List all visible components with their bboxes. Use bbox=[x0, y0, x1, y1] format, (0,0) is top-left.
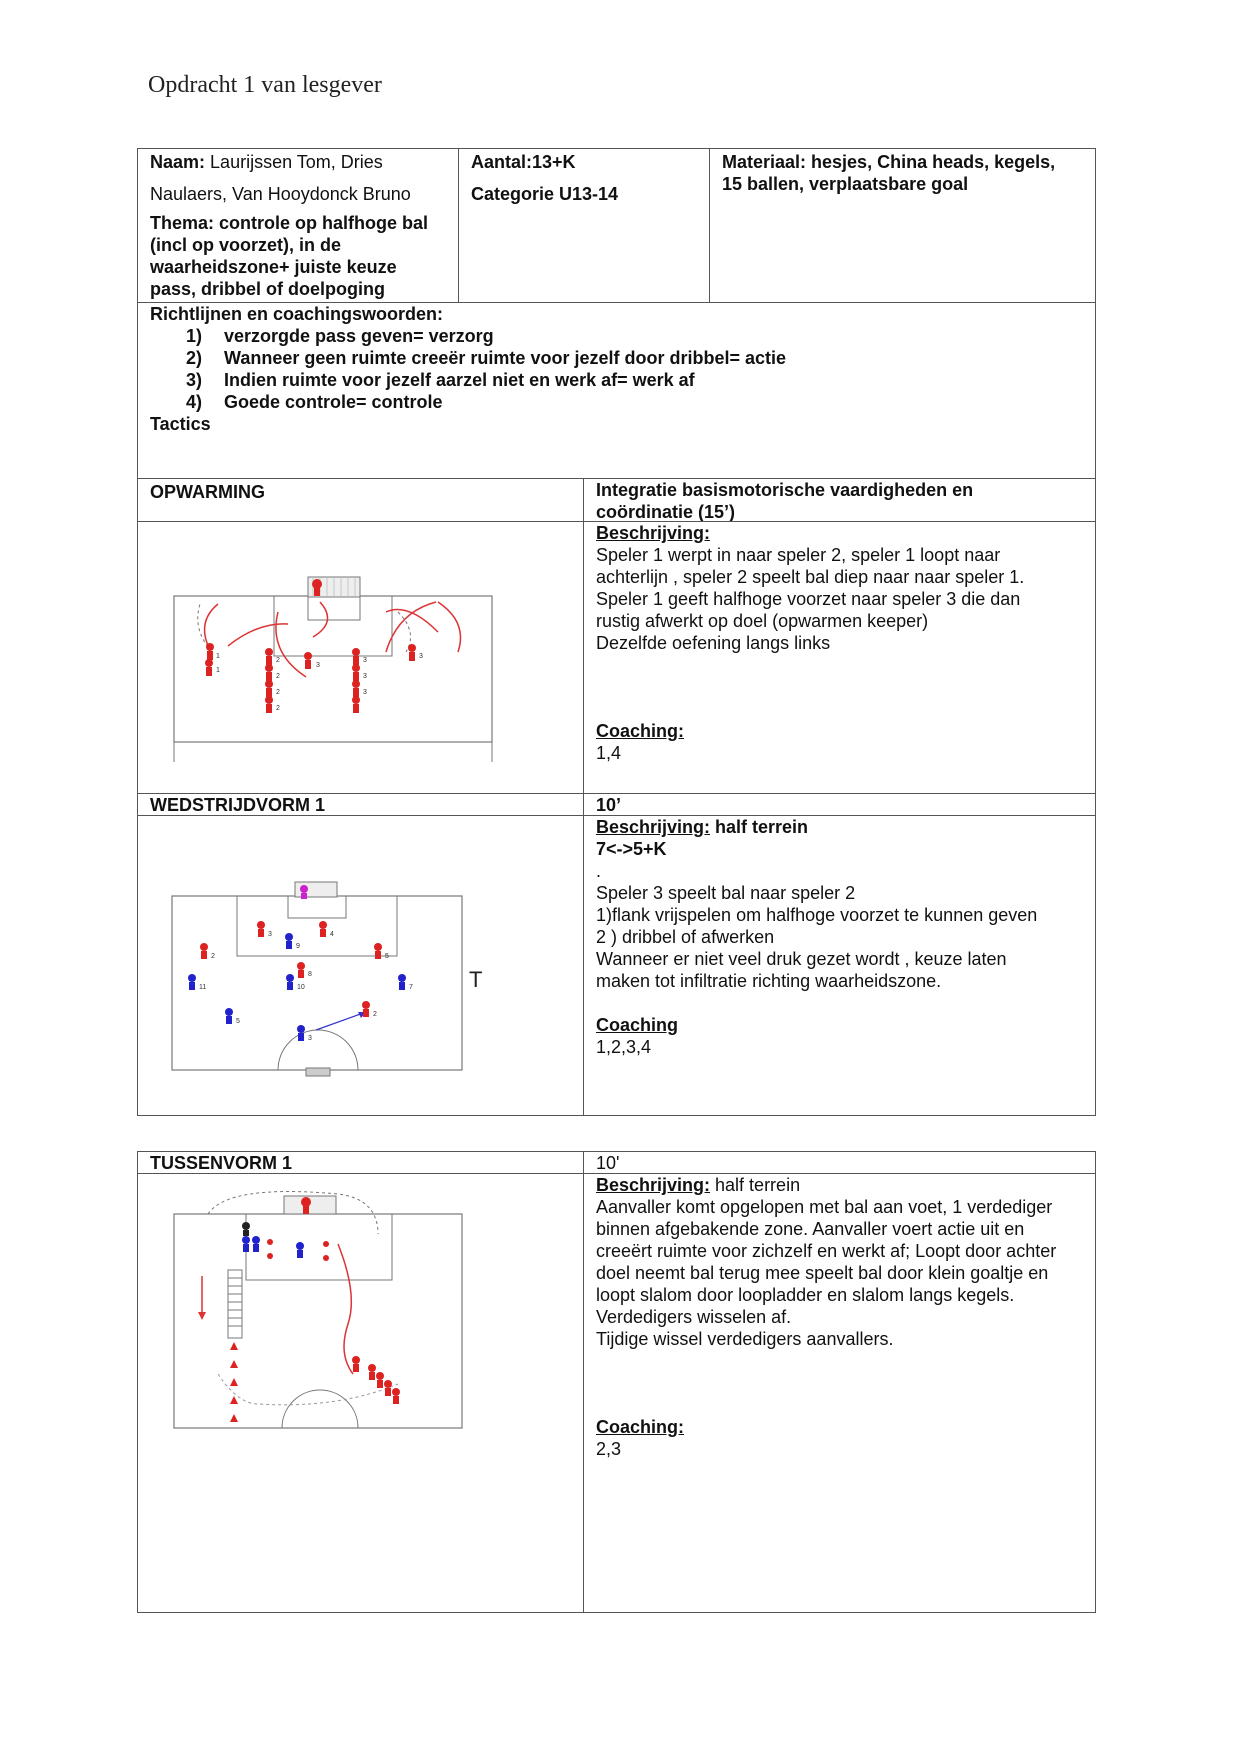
materiaal-line-1: Materiaal: hesjes, China heads, kegels, bbox=[722, 152, 1056, 172]
lesson-sheet bbox=[137, 148, 1096, 1613]
player-label: 3 bbox=[363, 673, 367, 680]
thema-text: Thema: controle op halfhoge bal (incl op voorzet), in de waarheidszone+ juiste keuze pass, dribbel of doelpoging bbox=[150, 213, 429, 299]
naam-line-2: Naulaers, Van Hooydonck Bruno bbox=[150, 184, 411, 204]
guidelines-cell bbox=[137, 302, 1096, 479]
materiaal-line-2: 15 ballen, verplaatsbare goal bbox=[722, 174, 969, 194]
coaching-label: Coaching bbox=[596, 1015, 679, 1035]
coaching-label: Coaching: bbox=[596, 721, 684, 741]
player-label: 3 bbox=[363, 657, 367, 664]
player-label: 8 bbox=[308, 971, 312, 978]
player-label: 2 bbox=[211, 953, 215, 960]
categorie-text: Categorie U13-14 bbox=[471, 184, 619, 204]
player-label: 3 bbox=[308, 1035, 312, 1042]
diagram-letter: T bbox=[469, 967, 483, 992]
guidelines-title: Richtlijnen en coachingswoorden: bbox=[150, 304, 444, 324]
page-title: Opdracht 1 van lesgever bbox=[148, 72, 382, 98]
guideline-item: 3) Indien ruimte voor jezelf aarzel niet en werk af= werk af bbox=[186, 370, 695, 390]
sub-bold: 7<->5+K bbox=[596, 839, 667, 859]
desc-line: Beschrijving: half terrein bbox=[596, 817, 809, 837]
guideline-item: 2) Wanneer geen ruimte creeër ruimte voor jezelf door dribbel= actie bbox=[186, 348, 786, 368]
player-label: 1 bbox=[216, 653, 220, 660]
section-tussenvorm-title: TUSSENVORM 1 bbox=[137, 1151, 584, 1174]
player-label: 3 bbox=[363, 689, 367, 696]
player-label: 4 bbox=[330, 931, 334, 938]
section-opwarming-head: Integratie basismotorische vaardigheden en coördinatie (15’) bbox=[583, 478, 1096, 522]
diagram-tussenvorm bbox=[138, 1174, 583, 1612]
section-opwarming-desc: Beschrijving: Speler 1 werpt in naar speler 2, speler 1 loopt naar achterlijn , speler 2 speelt bal diep naar naar speler 1. Speler 1 geeft halfhoge voorzet naar speler 3 die dan rustig afwerkt op doel (opwarmen keeper) Dezelfde oefening langs links Coaching: 1,4 bbox=[583, 521, 1096, 794]
diagram-tussenvorm-cell bbox=[137, 1173, 584, 1613]
diagram-opwarming bbox=[138, 522, 583, 793]
section-tussenvorm-desc: Beschrijving: half terrein Aanvaller komt opgelopen met bal aan voet, 1 verdediger binnen afgebakende zone. Aanvaller voert actie uit en creeërt ruimte voor zichzelf en werkt af; Loopt door achter doel neemt bal terug mee speelt bal door klein goaltje en loopt slalom door loopladder en slalom langs kegels. Verdedigers wisselen af. Tijdige wissel verdedigers aanvallers. Coaching: 2,3 bbox=[583, 1173, 1096, 1613]
guideline-item: 4) Goede controle= controle bbox=[186, 392, 443, 412]
coaching-value: 1,4 bbox=[596, 743, 622, 763]
section-wedstrijdvorm-head: 10’ bbox=[583, 793, 1096, 816]
player-label: 2 bbox=[276, 673, 280, 680]
section-wedstrijdvorm-desc: Beschrijving: half terrein 7<->5+K . Speler 3 speelt bal naar speler 2 1)flank vrijspelen om halfhoge voorzet te kunnen geven 2 ) dribbel of afwerken Wanneer er niet veel druk gezet wordt , keuze laten maken tot infiltratie richting waarheidszone. Coaching 1,2,3,4 bbox=[583, 815, 1096, 1116]
player-label: 7 bbox=[409, 984, 413, 991]
player-label: 9 bbox=[296, 943, 300, 950]
guideline-item: 1) verzorgde pass geven= verzorg bbox=[186, 326, 494, 346]
player-label: 2 bbox=[276, 705, 280, 712]
player-label: 5 bbox=[385, 953, 389, 960]
naam-cell bbox=[137, 148, 459, 303]
player-label: 11 bbox=[199, 984, 207, 991]
naam-line-1: Naam: Laurijssen Tom, Dries bbox=[150, 152, 383, 172]
player-label: 3 bbox=[268, 931, 272, 938]
aantal-cell bbox=[458, 148, 710, 303]
coaching-label: Coaching: bbox=[596, 1417, 684, 1437]
section-tussenvorm-head: 10' bbox=[583, 1151, 1096, 1174]
player-label: 3 bbox=[316, 662, 320, 669]
diagram-wedstrijdvorm-cell bbox=[137, 815, 584, 1116]
diagram-opwarming-cell bbox=[137, 521, 584, 794]
section-opwarming-title: OPWARMING bbox=[137, 478, 584, 522]
diagram-wedstrijdvorm bbox=[138, 816, 583, 1115]
player-label: 10 bbox=[297, 984, 305, 991]
player-label: 2 bbox=[373, 1011, 377, 1018]
desc-label: Beschrijving: bbox=[596, 523, 711, 543]
player-label: 2 bbox=[276, 689, 280, 696]
materiaal-cell bbox=[709, 148, 1096, 303]
aantal-text: Aantal:13+K bbox=[471, 152, 576, 172]
player-label: 2 bbox=[276, 657, 280, 664]
guidelines-list bbox=[150, 325, 1083, 413]
section-wedstrijdvorm-title: WEDSTRIJDVORM 1 bbox=[137, 793, 584, 816]
desc-line: Beschrijving: half terrein bbox=[596, 1175, 801, 1195]
player-label: 3 bbox=[419, 653, 423, 660]
player-label: 5 bbox=[236, 1018, 240, 1025]
coaching-value: 2,3 bbox=[596, 1439, 622, 1459]
coaching-value: 1,2,3,4 bbox=[596, 1037, 652, 1057]
tactics-label: Tactics bbox=[150, 414, 211, 434]
player-label: 1 bbox=[216, 667, 220, 674]
